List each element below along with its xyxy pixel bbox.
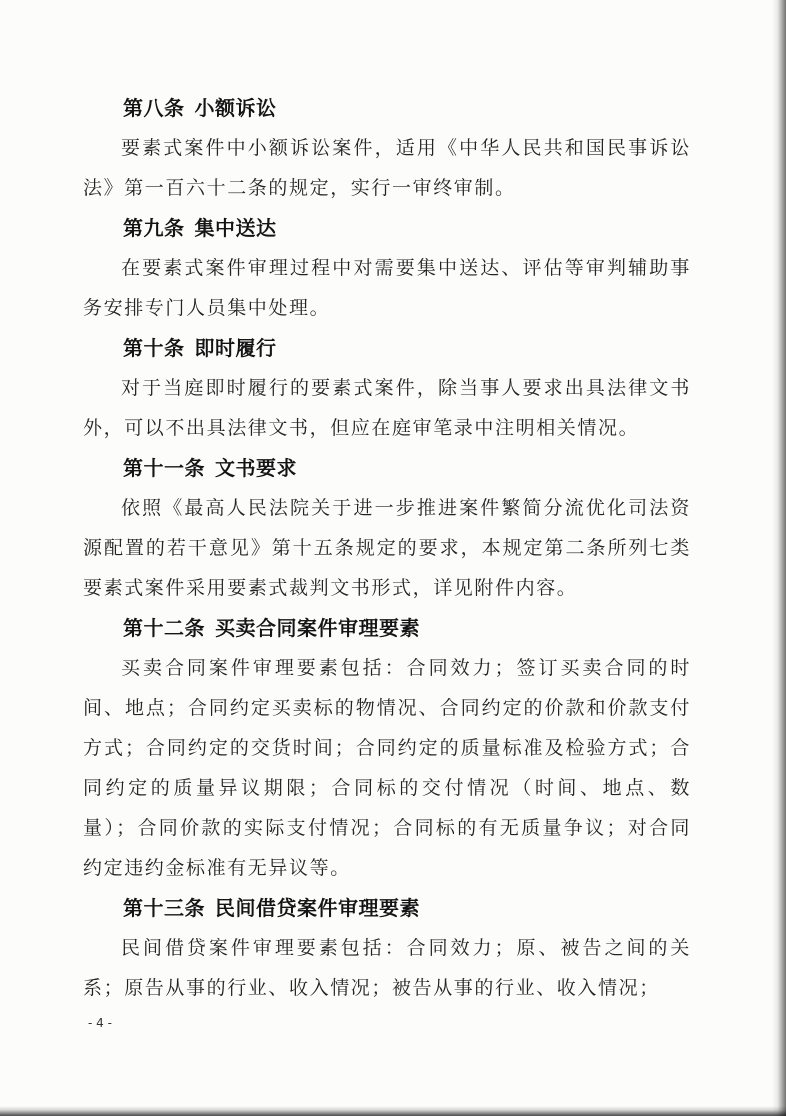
article-8-text: 要素式案件中小额诉讼案件，适用《中华人民共和国民事诉讼法》第一百六十二条的规定，实行一审终审制。 bbox=[83, 137, 691, 199]
article-11-title: 文书要求 bbox=[215, 456, 297, 480]
article-13-text: 民间借贷案件审理要素包括：合同效力；原、被告之间的关系；原告从事的行业、收入情况；被告从事的行业、收入情况； bbox=[83, 937, 691, 999]
article-10-title: 即时履行 bbox=[194, 336, 277, 360]
article-9-text: 在要素式案件审理过程中对需要集中送达、评估等审判辅助事务安排专门人员集中处理。 bbox=[83, 257, 691, 319]
article-13-title: 民间借贷案件审理要素 bbox=[215, 896, 420, 920]
article-8-heading bbox=[83, 88, 691, 128]
article-10-text: 对于当庭即时履行的要素式案件，除当事人要求出具法律文书外，可以不出具法律文书，但应在庭审笔录中注明相关情况。 bbox=[83, 377, 691, 439]
article-12-text: 买卖合同案件审理要素包括：合同效力；签订买卖合同的时间、地点；合同约定买卖标的物情况、合同约定的价款和价款支付方式；合同约定的交货时间；合同约定的质量标准及检验方式；合同约定的质量异议期限；合同标的交付情况（时间、地点、数量）；合同价款的实际支付情况；合同标的有无质量争议；对合同约定违约金标准有无异议等。 bbox=[83, 657, 691, 879]
article-9-heading bbox=[83, 208, 691, 248]
document-body bbox=[83, 88, 691, 1008]
article-12-number: 第十二条 bbox=[123, 616, 205, 640]
page-number: - 4 - bbox=[88, 1016, 112, 1030]
article-9-number: 第九条 bbox=[123, 216, 185, 240]
scan-shadow-bottom bbox=[0, 1106, 786, 1116]
article-8-title: 小额诉讼 bbox=[194, 96, 277, 120]
article-11-text: 依照《最高人民法院关于进一步推进案件繁简分流优化司法资源配置的若干意见》第十五条规定的要求，本规定第二条所列七类要素式案件采用要素式裁判文书形式，详见附件内容。 bbox=[83, 497, 691, 599]
article-10-number: 第十条 bbox=[123, 336, 185, 360]
article-13-number: 第十三条 bbox=[123, 896, 205, 920]
article-13-heading bbox=[83, 888, 691, 928]
article-11-number: 第十一条 bbox=[123, 456, 205, 480]
article-9-title: 集中送达 bbox=[194, 216, 277, 240]
article-8-number: 第八条 bbox=[123, 96, 185, 120]
article-12-title: 买卖合同案件审理要素 bbox=[215, 616, 420, 640]
article-10-heading bbox=[83, 328, 691, 368]
scan-shadow-right bbox=[772, 0, 786, 1116]
article-12-heading bbox=[83, 608, 691, 648]
article-11-heading bbox=[83, 448, 691, 488]
